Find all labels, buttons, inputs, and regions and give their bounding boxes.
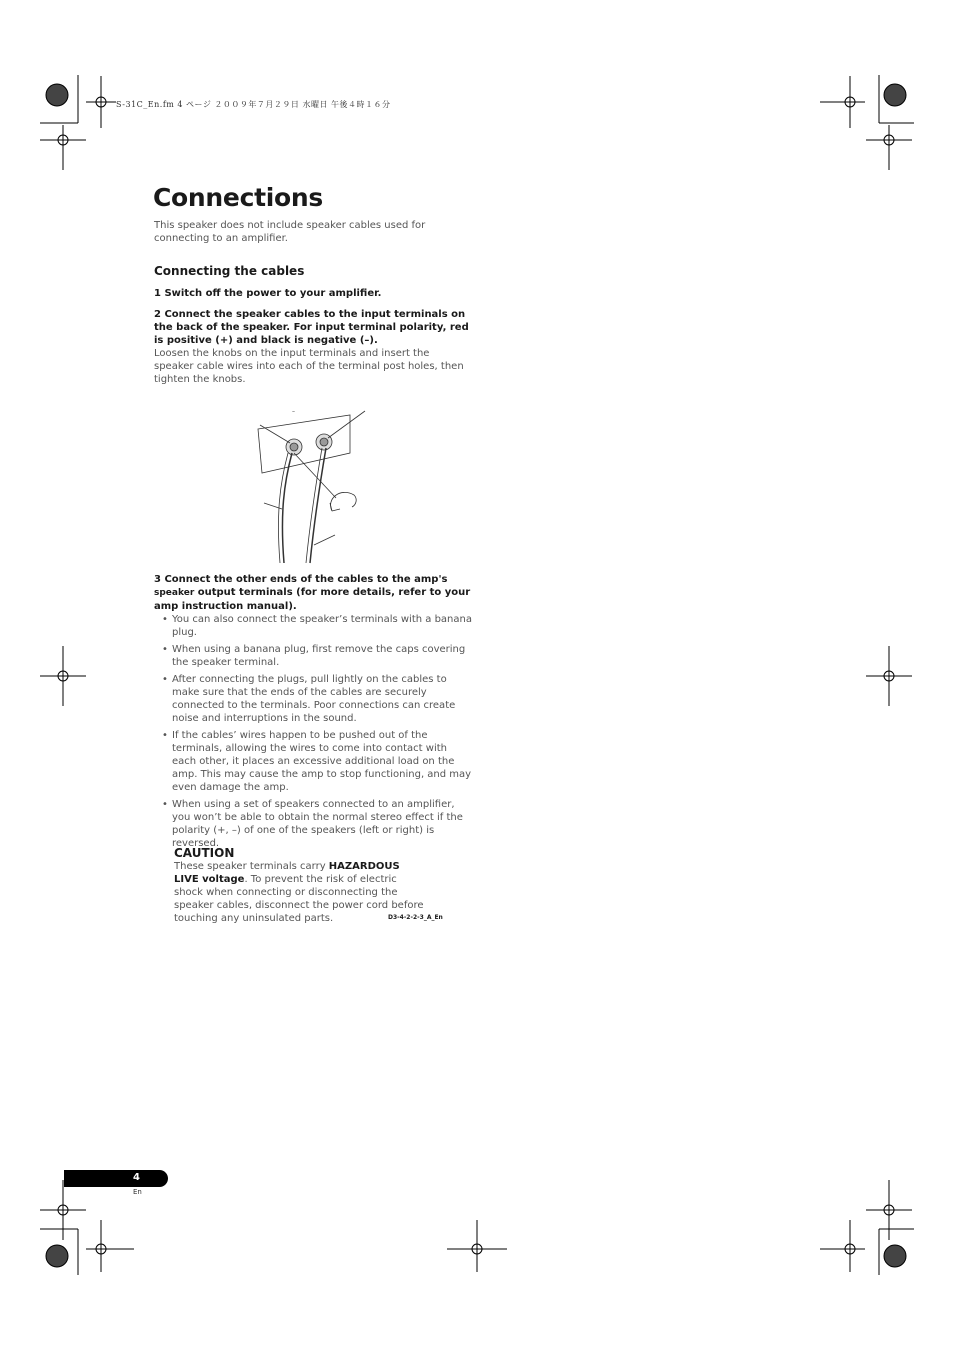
- section-heading: Connecting the cables: [154, 264, 305, 278]
- step-1: 1 Switch off the power to your amplifier.: [154, 288, 382, 299]
- page-number-tab: [64, 1170, 168, 1187]
- terminal-diagram: [250, 403, 380, 572]
- caution-heading: CAUTION: [174, 846, 235, 860]
- print-file-info: S-31C_En.fm 4 ページ ２００９年７月２９日 水曜日 午後４時１６分: [116, 100, 391, 109]
- bullet-icon: •: [162, 614, 168, 625]
- bullet-icon: •: [162, 730, 168, 741]
- list-item: [160, 643, 472, 669]
- caution-text-b: . To prevent the risk of electric shock when connecting or disconnecting the speaker cables, disconnect the power cord before touching any uninsulated parts.: [174, 874, 424, 924]
- step-2: 2 Connect the speaker cables to the input terminals on the back of the speaker. For input terminal polarity, red is positive (+) and black is negative (–).: [154, 309, 469, 346]
- caution-emphasis: HAZARDOUS LIVE voltage: [174, 861, 400, 885]
- caution-text-a: These speaker terminals carry: [174, 861, 329, 872]
- page-title: Connections: [153, 183, 323, 212]
- diagram-mark: –: [292, 408, 295, 415]
- terminal-illustration: [250, 403, 380, 568]
- step-3-text-b: output terminals (for more details, refer to your amp instruction manual).: [154, 587, 471, 612]
- bullet-icon: •: [162, 644, 168, 655]
- step-2-description: Loosen the knobs on the input terminals and insert the speaker cable wires into each of the terminal post holes, then tighten the knobs.: [154, 348, 464, 385]
- list-item-text: When using a set of speakers connected to an amplifier, you won’t be able to obtain the normal stereo effect if the polarity (+, –) of one of the speakers (left or right) is reversed.: [172, 799, 463, 849]
- list-item: [160, 798, 472, 850]
- bullet-icon: •: [162, 799, 168, 810]
- notes-list: [160, 613, 472, 854]
- caution-text: [174, 860, 424, 925]
- list-item: [160, 613, 472, 639]
- step-3-text-a: 3 Connect the other ends of the cables to the amp's: [154, 574, 448, 585]
- intro-paragraph: This speaker does not include speaker cables used for connecting to an amplifier.: [154, 220, 426, 244]
- list-item-text: You can also connect the speaker’s terminals with a banana plug.: [172, 614, 472, 638]
- step-3-speaker-word: speaker: [154, 588, 195, 598]
- list-item: [160, 729, 472, 794]
- list-item-text: After connecting the plugs, pull lightly on the cables to make sure that the ends of the cables are securely connected to the terminals. Poor connections can create noise and interruptions in the sound.: [172, 674, 456, 724]
- page-number: 4: [133, 1172, 140, 1183]
- page-language: En: [133, 1188, 142, 1196]
- bullet-icon: •: [162, 674, 168, 685]
- list-item: [160, 673, 472, 725]
- step-3: [154, 573, 474, 613]
- caution-code: D3-4-2-2-3_A_En: [388, 914, 443, 921]
- list-item-text: If the cables’ wires happen to be pushed out of the terminals, allowing the wires to come into contact with each other, it places an excessive additional load on the amp. This may cause the amp to stop functioning, and may even damage the amp.: [172, 730, 472, 793]
- list-item-text: When using a banana plug, first remove the caps covering the speaker terminal.: [172, 644, 466, 668]
